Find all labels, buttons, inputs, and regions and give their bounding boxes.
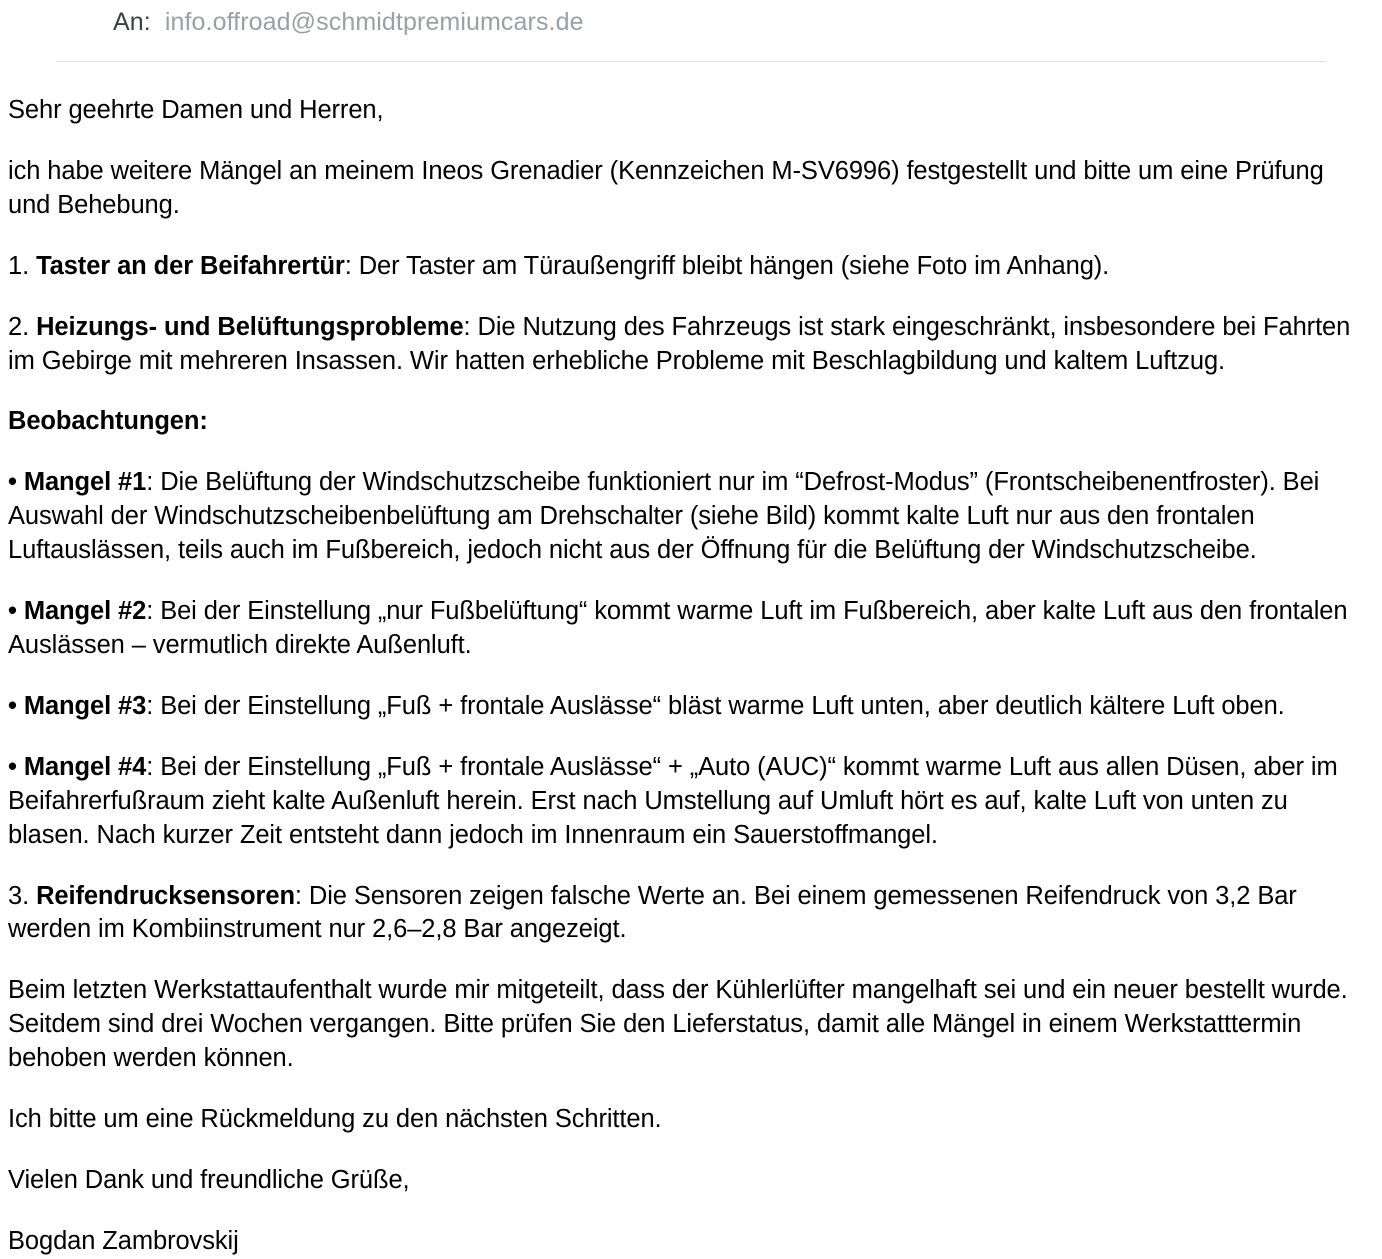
defect1-text: : Die Belüftung der Windschutzscheibe funktioniert nur im “Defrost-Modus” (Frontscheibenentfroster). Bei Auswahl der Windschutzscheibenbelüftung am Drehschalter (siehe Bild) kommt kalte Luft nur aus den frontalen Luftauslässen, teils auch im Fußbereich, jedoch nicht aus der Öffnung für die Belüftung der Windschutzscheibe. (8, 468, 1320, 565)
defect1-bullet-icon: • (8, 468, 24, 497)
paragraph-item-1 (8, 250, 1358, 284)
paragraph-defect-4 (8, 751, 1358, 853)
paragraph-intro (8, 155, 1358, 223)
defect1-title: Mangel #1 (23, 468, 147, 497)
request-text: Ich bitte um eine Rückmeldung zu den nächsten Schritten. (8, 1105, 662, 1134)
compose-header (0, 0, 1382, 66)
workshop-status-text: Beim letzten Werkstattaufenthalt wurde mir mitgeteilt, dass der Kühlerlüfter mangelhaft sei und ein neuer bestellt wurde. Seitdem sind drei Wochen vergangen. Bitte prüfen Sie den Lieferstatus, damit alle Mängel in einem Werkstatttermin behoben werden können. (8, 976, 1348, 1073)
observations-heading-text: Beobachtungen: (8, 407, 208, 436)
paragraph-item-3 (8, 880, 1358, 948)
to-recipient-input[interactable]: info.offroad@schmidtpremiumcars.de (164, 8, 584, 36)
item3-title: Reifendrucksensoren (36, 881, 295, 910)
item2-text: : Die Nutzung des Fahrzeugs ist stark eingeschränkt, insbesondere bei Fahrten im Gebirge mit mehreren Insassen. Wir hatten erhebliche Probleme mit Beschlagbildung und kaltem Luftzug. (8, 312, 1351, 375)
paragraph-signature (8, 1225, 1358, 1259)
observations-heading (8, 405, 1358, 439)
defect2-bullet-icon: • (8, 597, 24, 626)
salutation-text: Sehr geehrte Damen und Herren, (8, 96, 384, 124)
paragraph-item-2 (8, 311, 1358, 379)
defect3-title: Mangel #3 (23, 691, 147, 720)
paragraph-request (8, 1103, 1358, 1137)
to-label: An: (113, 8, 151, 36)
item1-text: : Der Taster am Türaußengriff bleibt hängen (siehe Foto im Anhang). (344, 251, 1110, 280)
defect2-title: Mangel #2 (23, 597, 147, 626)
closing-text: Vielen Dank und freundliche Grüße, (8, 1165, 410, 1194)
email-body[interactable] (0, 94, 1382, 1259)
defect4-text: : Bei der Einstellung „Fuß + frontale Auslässe“ + „Auto (AUC)“ kommt warme Luft aus allen Düsen, aber im Beifahrerfußraum zieht kalte Außenluft herein. Erst nach Umstellung auf Umluft hört es auf, kalte Luft von unten zu blasen. Nach kurzer Zeit entsteht dann jedoch im Innenraum ein Sauerstoffmangel. (8, 752, 1338, 849)
item2-number: 2. (8, 312, 37, 341)
defect2-text: : Bei der Einstellung „nur Fußbelüftung“ kommt warme Luft im Fußbereich, aber kalte Luft aus den frontalen Auslässen – vermutlich direkte Außenluft. (8, 597, 1348, 659)
paragraph-defect-1 (8, 466, 1358, 568)
paragraph-defect-3 (8, 690, 1358, 724)
item2-title: Heizungs- und Belüftungsprobleme (36, 312, 464, 341)
signature-text: Bogdan Zambrovskij (8, 1226, 239, 1255)
paragraph-closing (8, 1164, 1358, 1198)
header-divider (56, 61, 1326, 62)
intro-text: ich habe weitere Mängel an meinem Ineos Grenadier (Kennzeichen M-SV6996) festgestellt und bitte um eine Prüfung und Behebung. (8, 156, 1324, 219)
paragraph-salutation (8, 94, 1358, 128)
paragraph-defect-2 (8, 595, 1358, 663)
item1-title: Taster an der Beifahrertür (36, 251, 345, 280)
item1-number: 1. (8, 251, 37, 280)
paragraph-workshop-status (8, 974, 1358, 1076)
defect3-bullet-icon: • (8, 691, 24, 720)
item3-text: : Die Sensoren zeigen falsche Werte an. Bei einem gemessenen Reifendruck von 3,2 Bar werden im Kombiinstrument nur 2,6–2,8 Bar angezeigt. (8, 881, 1297, 944)
defect3-text: : Bei der Einstellung „Fuß + frontale Auslässe“ bläst warme Luft unten, aber deutlich kältere Luft oben. (146, 691, 1285, 720)
item3-number: 3. (8, 881, 37, 910)
defect4-title: Mangel #4 (23, 752, 147, 781)
defect4-bullet-icon: • (8, 752, 24, 781)
recipient-row[interactable] (28, 8, 1354, 52)
